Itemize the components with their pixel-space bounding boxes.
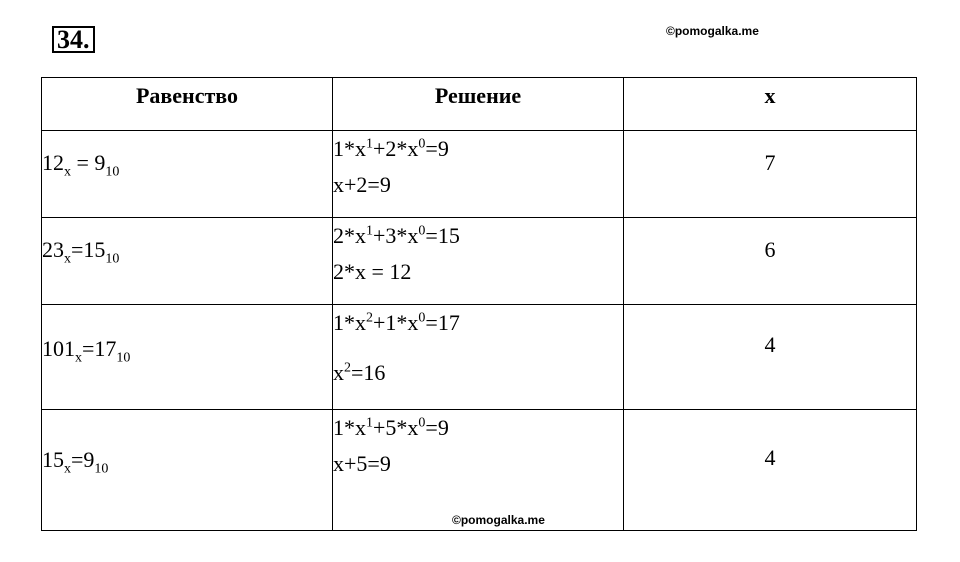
table-row — [42, 218, 917, 305]
watermark-top: ©pomogalka.me — [666, 24, 759, 38]
x-value-cell: 7 — [624, 131, 917, 218]
header-x: x — [624, 78, 917, 131]
equality-cell: $23_x=15_{10}$ — [42, 218, 333, 305]
task-number: 34. — [52, 26, 95, 53]
x-value-cell: 6 — [624, 218, 917, 305]
solution-cell: $1*x^1+2*x^0=9$ x+2=9 — [333, 131, 624, 218]
solution-table — [41, 77, 917, 531]
solution-cell: $2*x^1+3*x^0=15$ 2*x = 12 — [333, 218, 624, 305]
header-row — [42, 78, 917, 131]
equality-cell: $12_x = 9_{10}$ — [42, 131, 333, 218]
header-solution: Решение — [333, 78, 624, 131]
header-equality: Равенство — [42, 78, 333, 131]
x-value-cell: 4 — [624, 305, 917, 410]
solution-cell: $1*x^2+1*x^0=17$ $x^2=16$ — [333, 305, 624, 410]
watermark-bottom: ©pomogalka.me — [452, 513, 545, 527]
table-row — [42, 131, 917, 218]
equality-cell: $15_x=9_{10}$ — [42, 410, 333, 531]
table-row — [42, 305, 917, 410]
solution-cell: $1*x^1+5*x^0=9$ x+5=9 — [333, 410, 624, 531]
x-value-cell: 4 — [624, 410, 917, 531]
equality-cell: $101_x=17_{10}$ — [42, 305, 333, 410]
